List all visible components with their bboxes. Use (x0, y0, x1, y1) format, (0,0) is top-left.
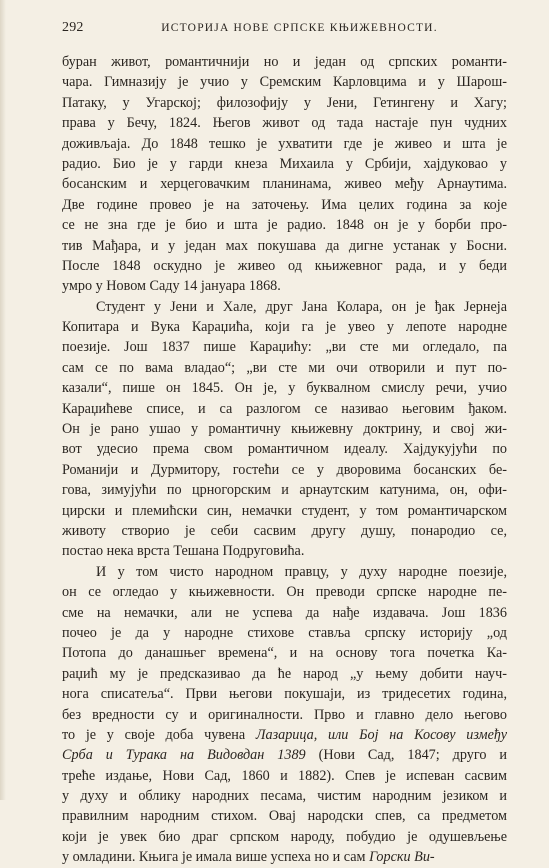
text-line (62, 297, 507, 317)
text-segment: у омладини. Књига је имала више успеха но и сам (62, 849, 370, 866)
text-segment: гова, зимујући по црногорским и арнаутским катунима, он, офи- (62, 482, 507, 499)
text-segment: поезије. Још 1837 пише Караџићу: „ви сте ми огледало, па (62, 339, 507, 356)
text-line (62, 541, 507, 561)
text-line (62, 174, 507, 194)
text-line (62, 419, 507, 439)
text-segment: Студент у Јени и Хале, друг Јана Колара, он је ђак Јернеја (96, 298, 507, 315)
text-segment: Он је рано ушао у романтичну књижевну доктрину, и свој жи- (62, 421, 507, 438)
text-segment: сме на немачки, али не успева да нађе издавача. Још 1836 (62, 604, 507, 621)
text-segment: сам се по вама владао“; „ви сте ми очи отворили и пут по- (62, 359, 507, 376)
text-line (62, 337, 507, 357)
text-line (62, 460, 507, 480)
text-line (62, 705, 507, 725)
text-segment: правилним народним стихом. Овај народски спев, са предметом (62, 808, 507, 825)
text-segment: Патаку, у Угарској; филозофију у Јени, Гетингену и Хагу; (62, 94, 507, 111)
page-number: 292 (62, 20, 84, 35)
text-segment: чара. Гимназију је учио у Сремским Карловцима и у Шарош- (62, 74, 507, 91)
text-segment: цирски и племићски син, немачки студент, у том романтичарском (62, 502, 507, 519)
text-line (62, 847, 507, 867)
text-segment: Караџићеве списе, и са разлогом се називао његовим ђаком. (62, 400, 507, 417)
text-segment: буран живот, романтичнији но и један од српских романти- (62, 54, 507, 70)
text-line (62, 480, 507, 500)
text-segment: треће издање, Нови Сад, 1860 и 1882). Спев је испеван сасвим (62, 767, 507, 784)
text-segment: раџић му је предсказивао да ће народ „у њему добити науч- (62, 665, 507, 682)
text-line (62, 827, 507, 847)
text-line (62, 786, 507, 806)
page-header (62, 20, 507, 40)
text-segment: казали“, пише он 1845. Он је, у буквалном смислу речи, учио (62, 380, 507, 397)
paragraph (62, 297, 507, 562)
text-line (62, 154, 507, 174)
italic-text: Лазарица, или Бој на Косову између (255, 726, 508, 743)
text-segment: После 1848 оскудно је живео од књижевног рада, и у беди (62, 257, 507, 274)
text-segment: босанским и херцеговачким планинама, живео међу Арнаутима. (62, 176, 507, 193)
italic-text: Горски Ви- (369, 849, 435, 866)
text-line (62, 745, 507, 765)
text-segment: доживљаја. До 1848 тешко је ухватити где је живео и шта је (62, 135, 507, 152)
text-line (62, 725, 507, 745)
text-line (62, 72, 507, 92)
text-segment: почео је да у народне стихове ставља српску историју „од (62, 624, 507, 641)
text-line (62, 276, 507, 296)
text-segment: Романији и Дурмитору, гостећи се у дворовима босанских бе- (62, 461, 507, 478)
text-segment: умро у Новом Саду 14 јануара 1868. (62, 278, 281, 295)
text-segment: (Нови Сад, 1847; друго и (305, 747, 507, 764)
italic-text: Срба и Турака на Видовдан 1389 (62, 747, 306, 764)
text-line (62, 664, 507, 684)
text-segment: постао нека врста Тешана Подруговића. (62, 543, 305, 560)
text-line (62, 256, 507, 276)
text-line (62, 806, 507, 826)
text-segment: тив Мађара, и у један мах покушава да дигне устанак у Босни. (62, 237, 507, 254)
text-segment: Две године провео је на заточењу. Има целих година за које (62, 196, 507, 213)
text-line (62, 378, 507, 398)
text-line (62, 521, 507, 541)
text-segment: без вредности су и оригиналности. Прво и главно дело његово (62, 706, 507, 723)
text-line (62, 562, 507, 582)
running-head: ИСТОРИЈА НОВЕ СРПСКЕ КЊИЖЕВНОСТИ. (161, 22, 438, 34)
text-line (62, 93, 507, 113)
text-segment: Потопа до данашњег времена“, и на основу тога почетка Ка- (62, 645, 507, 662)
text-line (62, 643, 507, 663)
text-line (62, 215, 507, 235)
text-line (62, 236, 507, 256)
text-line (62, 52, 507, 72)
text-line (62, 195, 507, 215)
text-line (62, 358, 507, 378)
text-line (62, 317, 507, 337)
text-line (62, 399, 507, 419)
text-line (62, 113, 507, 133)
text-segment: животу створио је себи сасвим другу душу, понародио се, (62, 522, 507, 539)
text-segment: радио. Био је у гарди кнеза Михаила у Србији, хајдуковао у (62, 155, 507, 172)
body-text (62, 52, 507, 868)
text-segment: у духу и облику народних песама, чистим народним језиком и (62, 788, 507, 805)
text-segment: нога списатеља“. Први његови покушаји, из тридесетих година, (62, 686, 507, 703)
text-line (62, 766, 507, 786)
paragraph (62, 562, 507, 868)
text-segment: он се огледао у књижевности. Он преводи српске народне пе- (62, 584, 507, 601)
text-line (62, 582, 507, 602)
text-line (62, 684, 507, 704)
text-segment: Копитара и Вука Караџића, који га је увео у лепоте народне (62, 319, 507, 336)
text-segment: права у Бечу, 1824. Његов живот од тада настаје пун чудних (62, 115, 507, 132)
text-segment: И у том чисто народном правцу, у духу народне поезије, (96, 563, 507, 580)
page-edge-shadow (0, 0, 6, 800)
text-line (62, 623, 507, 643)
text-segment: вот удесио према свом романтичном идеалу. Хајдукујући по (62, 441, 507, 458)
paragraph (62, 52, 507, 297)
text-line (62, 134, 507, 154)
text-line (62, 603, 507, 623)
text-segment: се не зна где је био и шта је радио. 1848 он је у борби про- (62, 217, 507, 234)
text-line (62, 501, 507, 521)
text-segment: то је у своје доба чувена (62, 726, 256, 743)
text-segment: који је увек био драг српском народу, побудио је одушевљење (62, 828, 507, 845)
text-line (62, 439, 507, 459)
